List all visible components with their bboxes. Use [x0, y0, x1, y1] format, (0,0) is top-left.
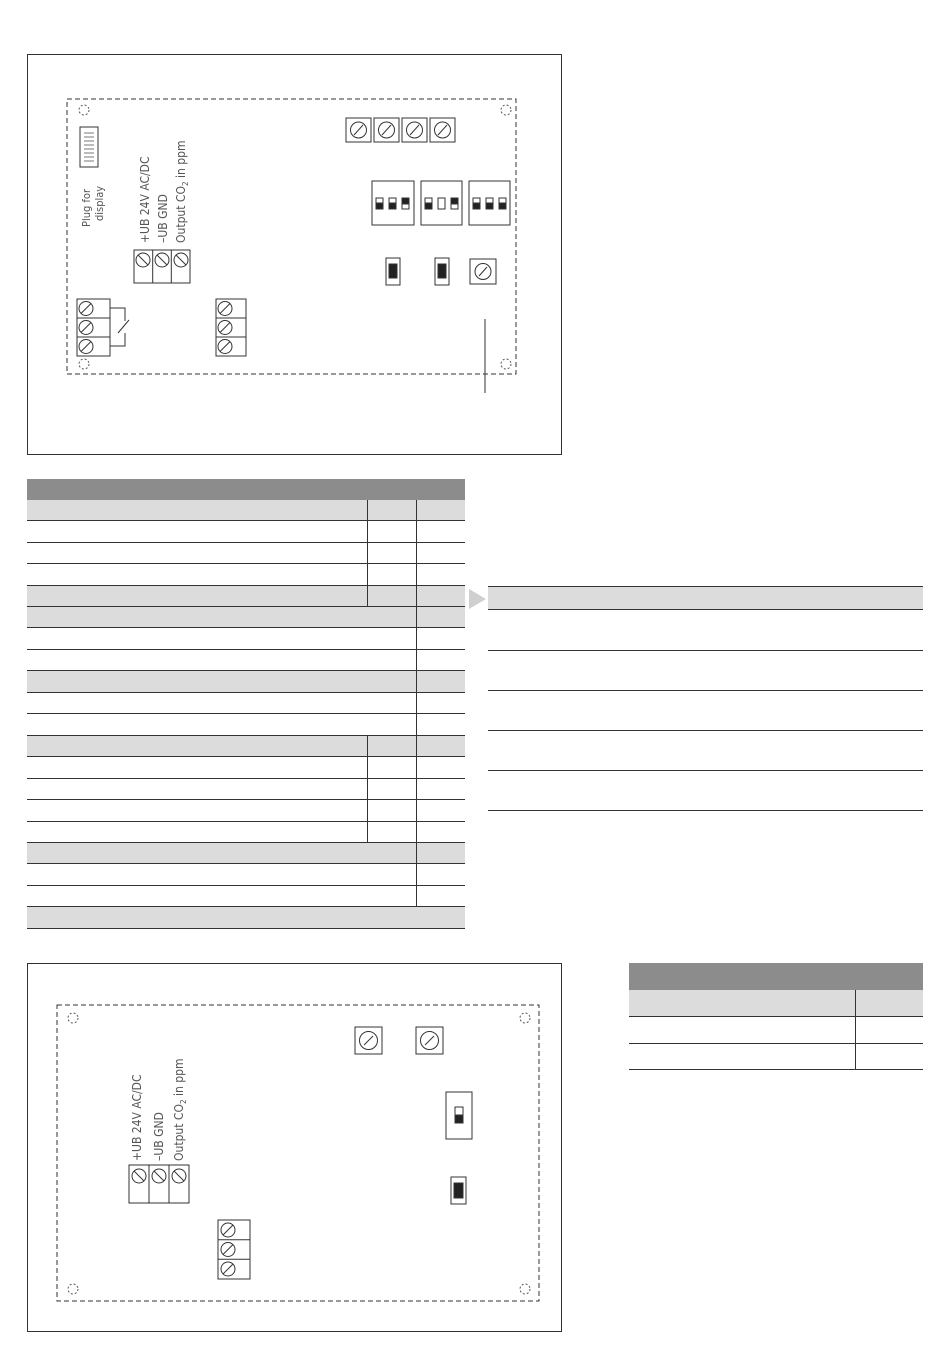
display-plug-connector [80, 127, 98, 167]
middle-terminal-block [216, 299, 246, 356]
table-row [27, 543, 465, 564]
top-wiring-diagram [27, 54, 562, 455]
table-row [27, 693, 465, 714]
table-row [27, 864, 465, 886]
table-row [27, 650, 465, 671]
jumper-1 [386, 258, 400, 285]
dip-switch-1 [372, 181, 414, 225]
table-row [27, 628, 465, 650]
table-header-row [629, 963, 923, 990]
jumper [451, 1177, 466, 1204]
description-table [488, 586, 923, 811]
ub-plus-label: +UB 24V AC/DC [138, 156, 152, 243]
relay-terminal-block [77, 299, 129, 356]
table-row [27, 607, 465, 628]
table-row [27, 822, 465, 843]
lower-terminal-block [218, 1220, 250, 1279]
table-row [488, 651, 923, 691]
ub-plus-label: +UB 24V AC/DC [130, 1074, 144, 1161]
table-row [27, 843, 465, 864]
dip-switch [446, 1092, 472, 1139]
ub-minus-label: –UB GND [152, 1112, 166, 1161]
settings-table [27, 479, 465, 929]
arrow-marker-icon [467, 588, 487, 610]
table-header-row [27, 479, 465, 500]
potentiometer-row [346, 118, 455, 142]
dip-switch-2 [421, 181, 462, 225]
plug-label-line1: Plug for [80, 188, 93, 227]
plug-label-line2: display [93, 185, 106, 221]
table-row [27, 586, 465, 607]
table-row [488, 691, 923, 731]
ub-minus-label: –UB GND [156, 194, 170, 243]
output-co2-label: Output $CO_2$ in ppm [172, 1058, 188, 1161]
table-row [488, 731, 923, 771]
table-row [27, 500, 465, 521]
table-row [27, 671, 465, 693]
table-row [488, 771, 923, 811]
power-terminal-block [134, 250, 190, 283]
table-header-row [488, 586, 923, 610]
small-settings-table [629, 963, 923, 1070]
table-row [629, 1044, 923, 1070]
table-row [27, 886, 465, 907]
table-row [27, 800, 465, 822]
potentiometer-right [416, 1027, 443, 1054]
column-divider [367, 500, 368, 607]
trimmer-potentiometer [470, 259, 496, 284]
top-board-drawing [28, 55, 563, 456]
column-divider [416, 500, 417, 907]
bottom-board-drawing [28, 964, 563, 1333]
table-row [27, 521, 465, 543]
table-row [27, 714, 465, 736]
potentiometer-left [355, 1027, 382, 1054]
table-row [27, 757, 465, 779]
column-divider [855, 990, 856, 1070]
table-row [629, 990, 923, 1017]
table-row [629, 1017, 923, 1044]
table-footer-row [27, 907, 465, 929]
column-divider [367, 736, 368, 843]
power-terminal-block [129, 1165, 189, 1203]
relay-contact-symbol [110, 308, 129, 346]
table-row [488, 610, 923, 651]
table-row [27, 736, 465, 757]
jumper-2 [435, 258, 449, 285]
dip-switch-3 [469, 181, 510, 225]
bottom-wiring-diagram [27, 963, 562, 1332]
table-row [27, 779, 465, 800]
table-row [27, 564, 465, 586]
output-co2-label: Output $CO_2$ in ppm [174, 140, 190, 243]
